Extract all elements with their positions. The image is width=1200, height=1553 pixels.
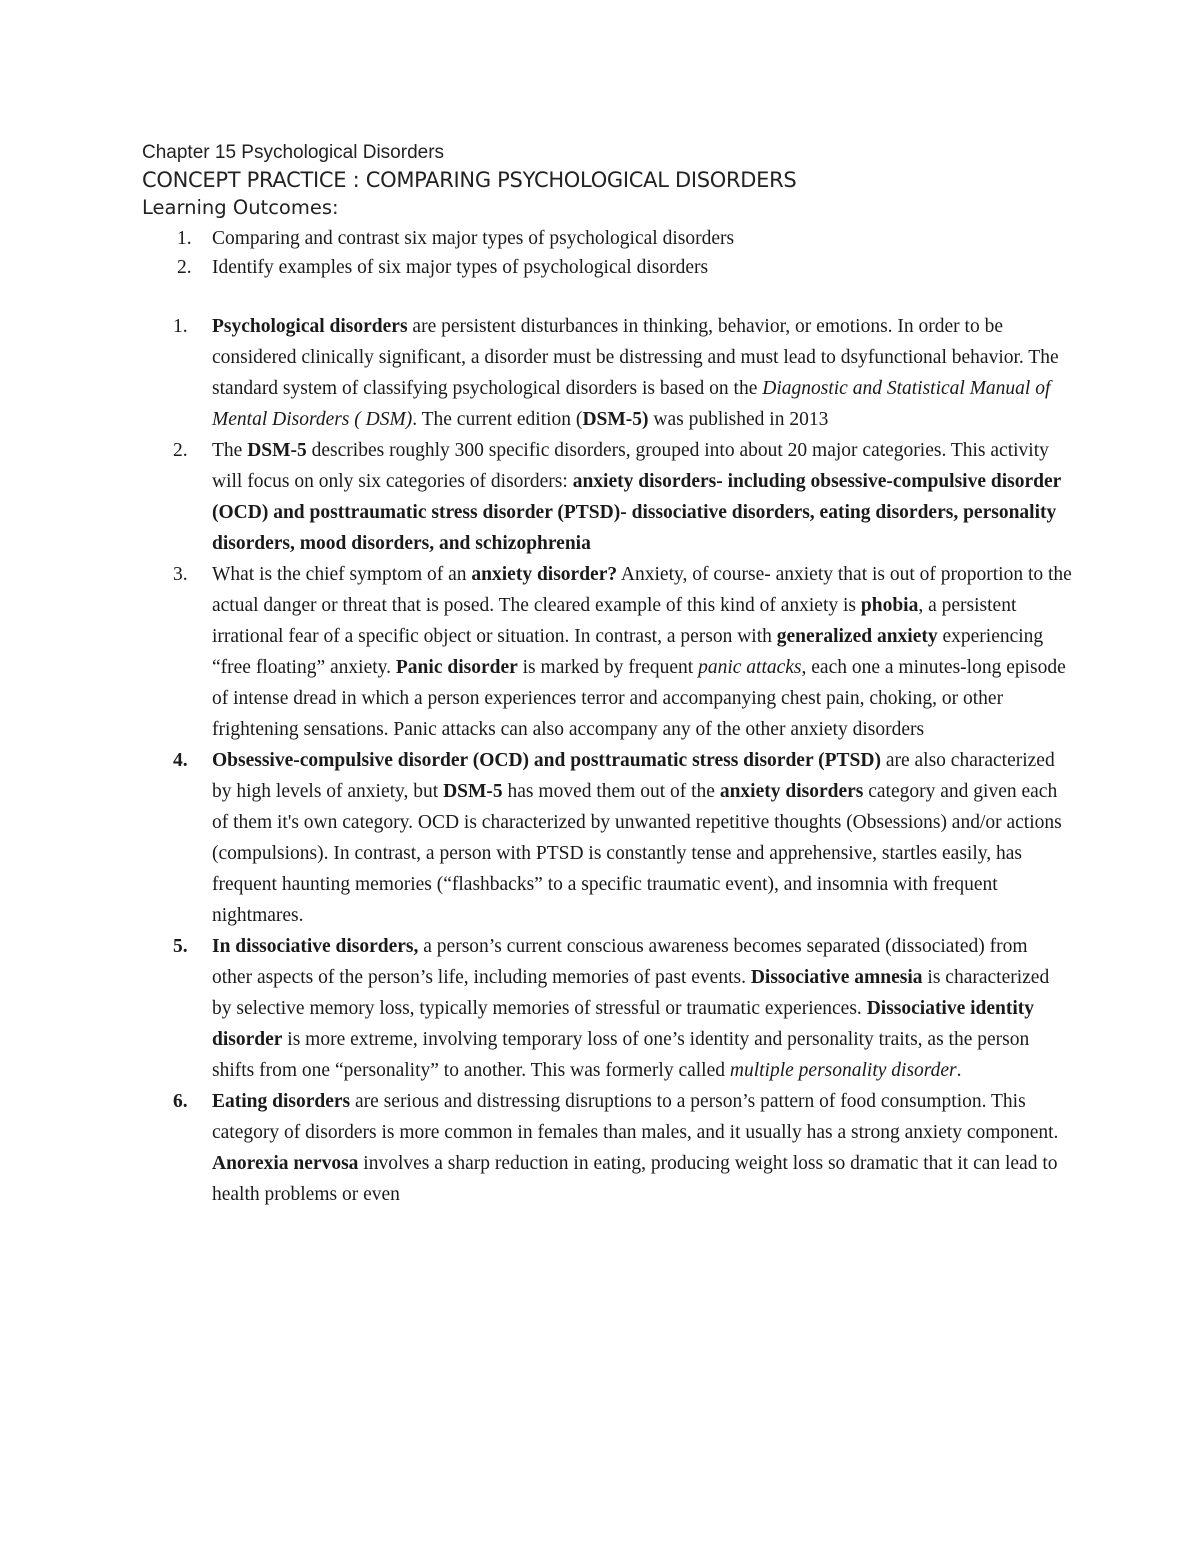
outcome-item <box>142 253 1072 282</box>
bold-term: DSM-5) <box>582 409 649 430</box>
text-run: involves a sharp reduction in eating, producing weight loss so dramatic that it can lead to health problems or even <box>212 1153 1058 1205</box>
bold-term: Anorexia nervosa <box>212 1153 359 1174</box>
list-item <box>142 559 1072 745</box>
text-run: has moved them out of the <box>502 781 720 802</box>
bold-term: generalized anxiety <box>776 626 938 647</box>
text-run: a person’s current conscious awareness becomes separated (dissociated) from other aspects of the person’s life, including memories of past events. <box>212 936 1028 988</box>
text-run: . <box>956 1060 962 1081</box>
list-item-number: 4. <box>173 750 188 771</box>
text-run: are persistent disturbances in thinking, behavior, or emotions. In order to be considered clinically significant, a disorder must be distressing and must lead to dsyfunctional behavior. The standard system of classifying psychological disorders is based on the <box>212 316 1059 399</box>
italic-term: multiple personality disorder <box>729 1060 957 1081</box>
list-item-text <box>212 1091 1058 1205</box>
bold-term: Obsessive-compulsive disorder (OCD) and posttraumatic stress disorder (PTSD) <box>212 750 881 771</box>
bold-term: phobia <box>860 595 919 616</box>
list-item-number: 3. <box>173 564 188 585</box>
list-item-number: 5. <box>173 936 188 957</box>
text-run: . The current edition ( <box>412 409 583 430</box>
chapter-title: Chapter 15 Psychological Disorders <box>142 142 445 163</box>
outcome-text: Identify examples of six major types of psychological disorders <box>212 257 709 278</box>
list-item-number: 1. <box>173 316 188 337</box>
text-run: What is the chief symptom of an <box>212 564 472 585</box>
list-item-number: 2. <box>173 440 188 461</box>
outcome-number: 1. <box>177 228 192 249</box>
learning-outcomes-list <box>142 224 1072 282</box>
text-run: The <box>212 440 248 461</box>
list-item <box>142 745 1072 931</box>
bold-term: anxiety disorder? <box>471 564 618 585</box>
bold-term: Psychological disorders <box>212 316 408 337</box>
italic-term: Diagnostic and Statistical Manual of Mental Disorders ( DSM) <box>212 378 1051 430</box>
list-item <box>142 311 1072 435</box>
outcome-text: Comparing and contrast six major types of psychological disorders <box>212 228 735 249</box>
outcome-item <box>142 224 1072 253</box>
list-item <box>142 1086 1072 1210</box>
learning-outcomes-heading: Learning Outcomes: <box>142 196 339 219</box>
list-item <box>142 931 1072 1086</box>
text-run: are also characterized by high levels of anxiety, but <box>212 750 1055 802</box>
text-run: was published in 2013 <box>648 409 829 430</box>
text-run: Anxiety, of course- anxiety that is out of proportion to the actual danger or threat that is posed. The cleared example of this kind of anxiety is <box>212 564 1072 616</box>
outcome-number: 2. <box>177 257 192 278</box>
list-item-text <box>212 440 1061 554</box>
text-run: is marked by frequent <box>517 657 699 678</box>
text-run: , each one a minutes-long episode of intense dread in which a person experiences terror and accompanying chest pain, choking, or other frightening sensations. Panic attacks can also accompany any of the other anxiety disorders <box>212 657 1066 740</box>
list-item <box>142 435 1072 559</box>
text-run: are serious and distressing disruptions to a person’s pattern of food consumption. This category of disorders is more common in females than males, and it usually has a strong anxiety component. <box>212 1091 1059 1143</box>
bold-term: Eating disorders <box>212 1091 351 1112</box>
bold-term: In dissociative disorders, <box>212 936 419 957</box>
list-item-text <box>212 750 1062 926</box>
main-numbered-list <box>142 311 1072 1210</box>
text-run: is more extreme, involving temporary loss of one’s identity and personality traits, as the person shifts from one “personality” to another. This was formerly called <box>212 1029 1030 1081</box>
bold-term: DSM-5 <box>247 440 307 461</box>
bold-term: Dissociative amnesia <box>750 967 923 988</box>
list-item-text <box>212 564 1072 740</box>
bold-term: Panic disorder <box>395 657 518 678</box>
italic-term: panic attacks <box>698 657 802 678</box>
list-item-number: 6. <box>173 1091 188 1112</box>
text-run: is characterized by selective memory loss, typically memories of stressful or traumatic experiences. <box>212 967 1050 1019</box>
document-header <box>142 140 1072 282</box>
list-item-text <box>212 936 1049 1081</box>
concept-title: CONCEPT PRACTICE : COMPARING PSYCHOLOGICAL DISORDERS <box>142 168 797 192</box>
text-run: , a persistent irrational fear of a specific object or situation. In contrast, a person with <box>212 595 1017 647</box>
text-run: describes roughly 300 specific disorders, grouped into about 20 major categories. This activity will focus on only six categories of disorders: <box>212 440 1049 492</box>
text-run: experiencing “free floating” anxiety. <box>212 626 1044 678</box>
bold-term: Dissociative identity disorder <box>212 998 1035 1050</box>
bold-term: anxiety disorders- including obsessive-compulsive disorder (OCD) and posttraumatic stress disorder (PTSD)- dissociative disorders, eating disorders, personality disorders, mood disorders, and schizophrenia <box>212 471 1061 554</box>
bold-term: anxiety disorders <box>719 781 864 802</box>
bold-term: DSM-5 <box>443 781 503 802</box>
list-item-text <box>212 316 1059 430</box>
text-run: category and given each of them it's own category. OCD is characterized by unwanted repetitive thoughts (Obsessions) and/or actions (compulsions). In contrast, a person with PTSD is constantly tense and apprehensive, startles easily, has frequent haunting memories (“flashbacks” to a specific traumatic event), and insomnia with frequent nightmares. <box>212 781 1062 926</box>
